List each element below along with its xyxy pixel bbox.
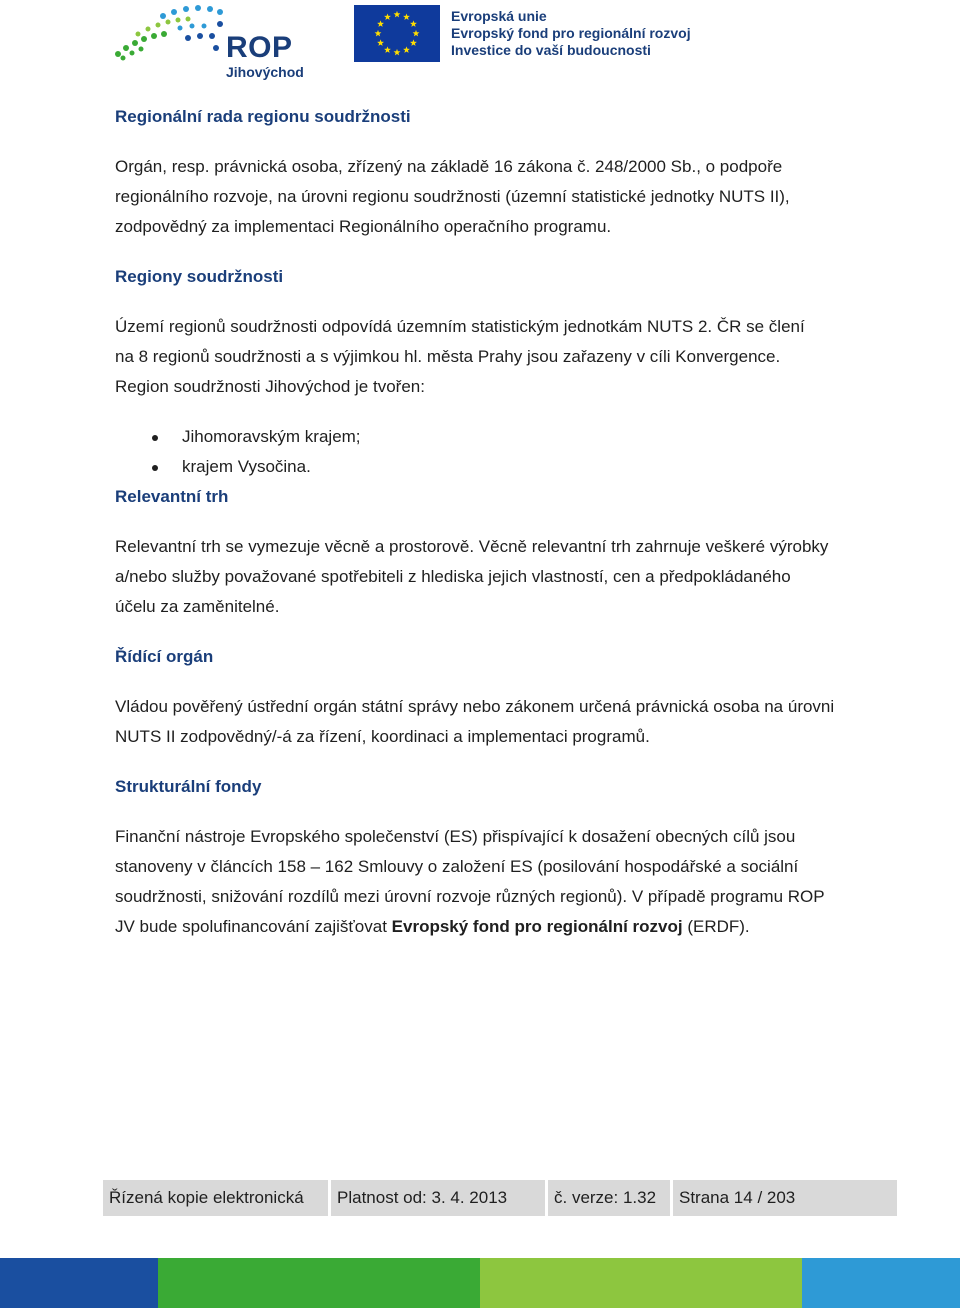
footer-valid-from: Platnost od: 3. 4. 2013 <box>331 1180 545 1216</box>
heading-managing-authority: Řídící orgán <box>115 647 214 666</box>
heading-structural-funds: Strukturální fondy <box>115 777 262 796</box>
rop-logo-subtitle: Jihovýchod <box>226 64 304 80</box>
eu-star-icon <box>403 13 410 20</box>
eu-star-icon <box>384 13 391 20</box>
bottom-bar-segment-lightgreen <box>480 1258 802 1308</box>
paragraph-structural-funds <box>115 822 835 942</box>
eu-flag-icon <box>354 5 440 62</box>
eu-star-icon <box>410 20 417 27</box>
footer-version: č. verze: 1.32 <box>548 1180 670 1216</box>
bottom-color-bar <box>0 1258 960 1308</box>
paragraph-cohesion-line1: Území regionů soudržnosti odpovídá územním statistickým jednotkám NUTS 2. ČR se člení <box>115 317 805 336</box>
footer-page-number: Strana 14 / 203 <box>673 1180 897 1216</box>
rop-logo-text: ROP <box>226 31 293 64</box>
eu-star-icon <box>413 30 420 37</box>
eu-star-icon <box>394 11 401 18</box>
document-body <box>115 102 835 942</box>
eu-line-fund: Evropský fond pro regionální rozvoj <box>451 25 691 41</box>
list-item: krajem Vysočina. <box>115 452 835 482</box>
eu-star-icon <box>377 39 384 46</box>
paragraph-relevant-market: Relevantní trh se vymezuje věcně a prostorově. Věcně relevantní trh zahrnuje veškeré výrobky a/nebo služby považované spotřebiteli z hlediska jejich vlastností, cen a předpokládaného účelu za zaměnitelné. <box>115 537 829 616</box>
eu-stars-icon <box>354 5 440 62</box>
structural-funds-text: Finanční nástroje Evropského společenství (ES) přispívající k dosažení obecných cílů jsou stanoveny v článcích 158 – 162 Smlouvy o založení ES (posilování hospodářské a sociální soudržnosti, snižování rozdílů mezi úrovní rozvoje různých regionů). V případě programu ROP JV bude spolufinancování zajišťovat <box>115 827 825 936</box>
footer-controlled-copy: Řízená kopie elektronická <box>103 1180 328 1216</box>
bottom-bar-segment-skyblue <box>802 1258 960 1308</box>
bottom-bar-segment-green <box>158 1258 480 1308</box>
eu-star-icon <box>384 46 391 53</box>
eu-star-icon <box>377 20 384 27</box>
paragraph-managing-authority: Vládou pověřený ústřední orgán státní správy nebo zákonem určená právnická osoba na úrovni NUTS II zodpovědný/-á za řízení, koordinaci a implementaci programů. <box>115 697 835 746</box>
eu-star-icon <box>394 49 401 56</box>
list-item: Jihomoravským krajem; <box>115 422 835 452</box>
eu-funding-text <box>451 8 691 59</box>
document-control-footer <box>103 1180 900 1216</box>
eu-line-union: Evropská unie <box>451 8 547 24</box>
heading-relevant-market: Relevantní trh <box>115 487 229 506</box>
bottom-bar-segment-blue <box>0 1258 158 1308</box>
rop-logo-mark <box>108 4 226 66</box>
region-composition-list <box>115 422 835 482</box>
eu-line-investment: Investice do vaší budoucnosti <box>451 42 651 58</box>
paragraph-cohesion-line2: na 8 regionů soudržnosti a s výjimkou hl. města Prahy jsou zařazeny v cíli Konvergence. <box>115 347 781 366</box>
eu-star-icon <box>410 39 417 46</box>
structural-funds-text-end: (ERDF). <box>682 917 750 936</box>
paragraph-regional-council: Orgán, resp. právnická osoba, zřízený na základě 16 zákona č. 248/2000 Sb., o podpoře regionálního rozvoje, na úrovni regionu soudržnosti (územní statistické jednotky NUTS II), zodpovědný za implementaci Regionálního operačního programu. <box>115 157 790 236</box>
heading-cohesion-regions: Regiony soudržnosti <box>115 267 284 286</box>
paragraph-cohesion-line3: Region soudržnosti Jihovýchod je tvořen: <box>115 377 425 396</box>
erdf-name: Evropský fond pro regionální rozvoj <box>391 917 683 936</box>
eu-star-icon <box>375 30 382 37</box>
heading-regional-council: Regionální rada regionu soudržnosti <box>115 107 411 126</box>
eu-star-icon <box>403 46 410 53</box>
